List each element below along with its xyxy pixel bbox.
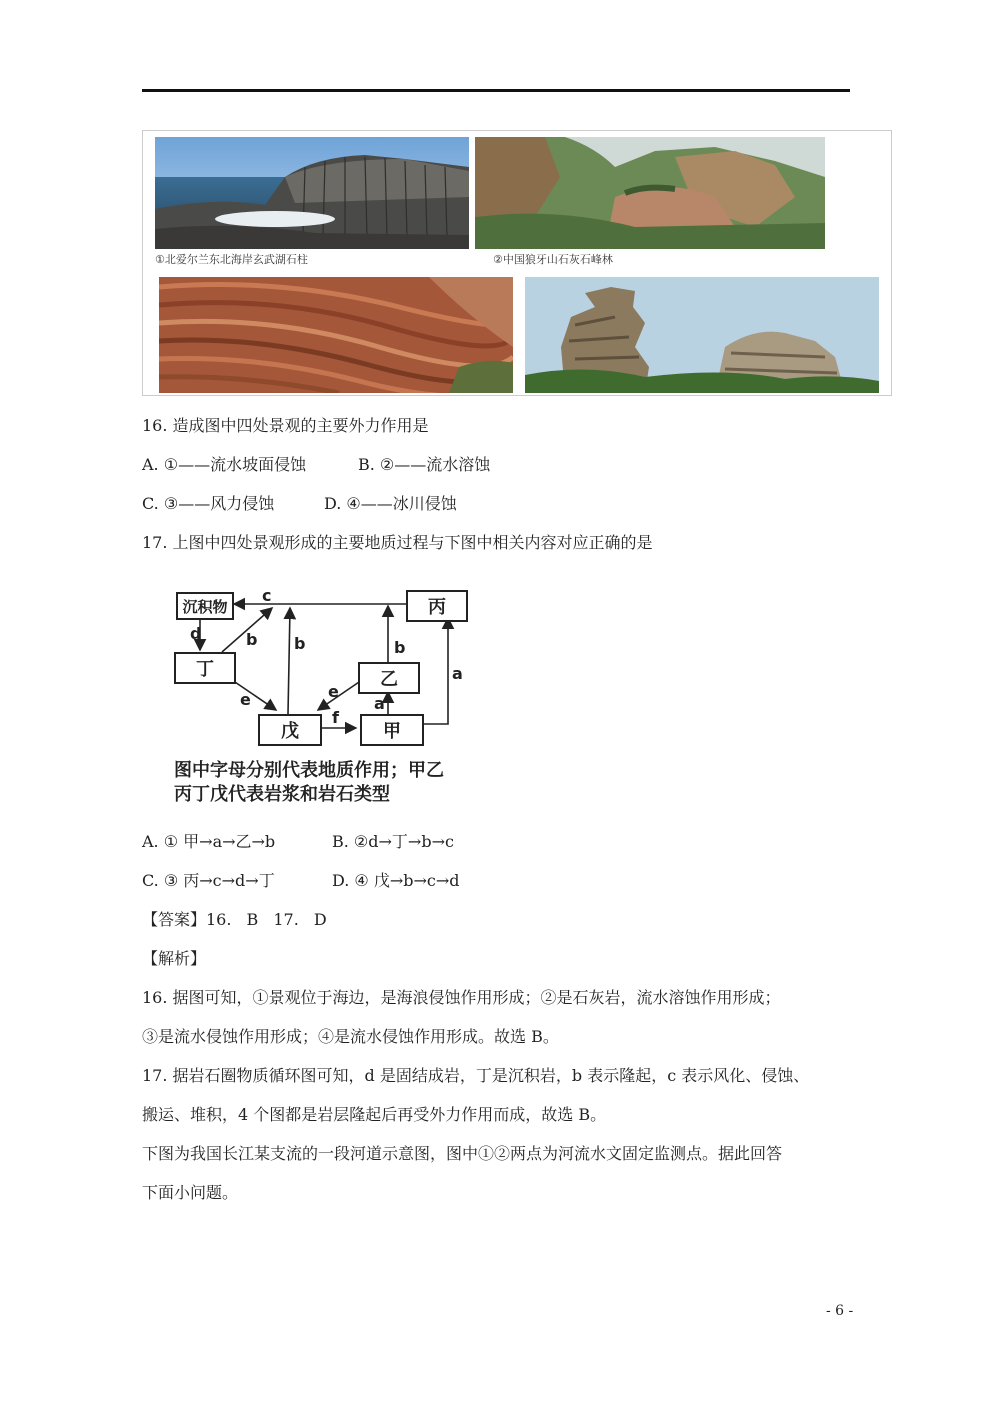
label-a-bing: a bbox=[452, 664, 463, 683]
q17-option-b: B. ②d→丁→b→c bbox=[332, 832, 454, 851]
rock-cycle-diagram bbox=[166, 584, 486, 814]
label-f: f bbox=[332, 708, 339, 727]
label-e-ding: e bbox=[240, 690, 251, 709]
intro-line-2: 下面小问题。 bbox=[142, 1183, 239, 1202]
photo1-caption: ①北爱尔兰东北海岸玄武湖石柱 bbox=[155, 253, 308, 266]
photo2-caption: ②中国狼牙山石灰石峰林 bbox=[493, 253, 613, 266]
analysis-title: 【解析】 bbox=[142, 949, 207, 968]
photo-rock-pinnacles bbox=[525, 277, 879, 393]
q17-option-a: A. ① 甲→a→乙→b bbox=[142, 832, 276, 851]
header-rule bbox=[142, 89, 850, 92]
landscape-photos bbox=[142, 130, 892, 396]
node-wu: 戊 bbox=[258, 714, 322, 746]
q16-option-b: B. ②——流水溶蚀 bbox=[358, 455, 491, 474]
diagram-note-line2: 丙丁戊代表岩浆和岩石类型 bbox=[174, 784, 390, 805]
node-yi: 乙 bbox=[358, 662, 420, 694]
analysis-line-2: ③是流水侵蚀作用形成；④是流水侵蚀作用形成。故选 B。 bbox=[142, 1027, 559, 1046]
node-sediment: 沉积物 bbox=[176, 592, 234, 620]
photo-red-sandstone bbox=[159, 277, 513, 393]
label-b-ding: b bbox=[246, 630, 258, 649]
label-b-yi: b bbox=[394, 638, 406, 657]
q16-option-d: D. ④——冰川侵蚀 bbox=[324, 494, 457, 513]
label-c: c bbox=[262, 586, 272, 605]
analysis-line-1: 16. 据图可知，①景观位于海边，是海浪侵蚀作用形成；②是石灰岩，流水溶蚀作用形成； bbox=[142, 988, 781, 1007]
photo-basalt-columns bbox=[155, 137, 469, 249]
answer-line: 【答案】16. B 17. D bbox=[142, 910, 327, 929]
label-b-wu: b bbox=[294, 634, 306, 653]
q17-option-c: C. ③ 丙→c→d→丁 bbox=[142, 871, 275, 890]
node-jia: 甲 bbox=[360, 714, 424, 746]
label-d: d bbox=[190, 624, 202, 643]
page-number: - 6 - bbox=[826, 1303, 854, 1319]
node-bing: 丙 bbox=[406, 590, 468, 622]
analysis-line-4: 搬运、堆积，4 个图都是岩层隆起后再受外力作用而成，故选 B。 bbox=[142, 1105, 607, 1124]
q17-option-d: D. ④ 戊→b→c→d bbox=[332, 871, 460, 890]
q16-option-a: A. ①——流水坡面侵蚀 bbox=[142, 455, 307, 474]
label-e-yi: e bbox=[328, 682, 339, 701]
q16-stem: 16. 造成图中四处景观的主要外力作用是 bbox=[142, 416, 429, 435]
q16-option-c: C. ③——风力侵蚀 bbox=[142, 494, 275, 513]
node-ding: 丁 bbox=[174, 652, 236, 684]
diagram-note-line1: 图中字母分别代表地质作用；甲乙 bbox=[174, 760, 444, 781]
label-a-yi: a bbox=[374, 694, 385, 713]
q17-stem: 17. 上图中四处景观形成的主要地质过程与下图中相关内容对应正确的是 bbox=[142, 533, 653, 552]
intro-line-1: 下图为我国长江某支流的一段河道示意图，图中①②两点为河流水文固定监测点。据此回答 bbox=[142, 1144, 783, 1163]
analysis-line-3: 17. 据岩石圈物质循环图可知，d 是固结成岩，丁是沉积岩，b 表示隆起，c 表示风化、侵蚀、 bbox=[142, 1066, 810, 1085]
photo-limestone-peaks bbox=[475, 137, 825, 249]
